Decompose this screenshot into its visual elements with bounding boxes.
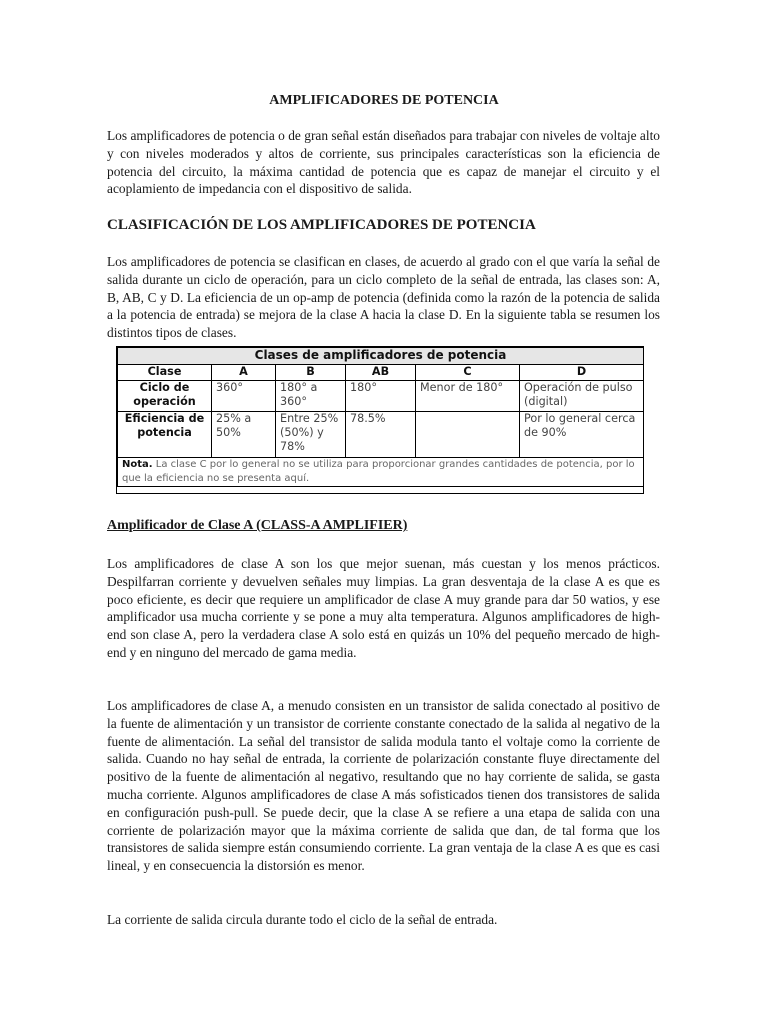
table-header-cell: B xyxy=(276,365,346,381)
table-cell: Entre 25% (50%) y 78% xyxy=(276,412,346,458)
classification-heading: CLASIFICACIÓN DE LOS AMPLIFICADORES DE POTENCIA xyxy=(107,217,536,233)
table-cell: Operación de pulso (digital) xyxy=(520,381,644,412)
class-a-paragraph-2: Los amplificadores de clase A, a menudo consisten en un transistor de salida conectado al positivo de la fuente de alimentación y un transistor de corriente constante conectado de la salida al negativo de la fuente de alimentación. La señal del transistor de salida modula tanto el voltaje como la corriente de salida. Cuando no hay señal de entrada, la corriente de polarización constante fluye directamente del positivo de la fuente de alimentación al negativo, resultando que no hay corriente de salida, se gasta mucha corriente. Algunos amplificadores de clase A más sofisticados tienen dos transistores de salida en configuración push-pull. Se puede decir, que la clase A se refiere a una etapa de salida con una corriente de polarización mayor que la máxima corriente de salida que dan, de tal forma que los transistores de salida siempre están consumiendo corriente. La gran ventaja de la clase A es que es casi lineal, y en consecuencia la distorsión es menor. xyxy=(107,698,660,874)
table-header-cell: AB xyxy=(346,365,416,381)
table-cell xyxy=(416,412,520,458)
row-label: Ciclo de operación xyxy=(118,381,212,412)
table-header-cell: A xyxy=(212,365,276,381)
class-a-paragraph-1: Los amplificadores de clase A son los que mejor suenan, más cuestan y los menos prácticos. Despilfarran corriente y devuelven señales muy limpias. La gran desventaja de la clase A es que es poco eficiente, es decir que requiere un amplificador de clase A muy grande para dar 50 watios, y ese amplificador usa mucha corriente y se pone a muy alta temperatura. Algunos amplificadores de high-end son clase A, pero la verdadera clase A solo está en quizás un 10% del pequeño mercado de high-end y en ninguno del mercado de gama media. xyxy=(107,556,660,660)
table-header-cell: Clase xyxy=(118,365,212,381)
class-a-paragraph-3: La corriente de salida circula durante todo el ciclo de la señal de entrada. xyxy=(107,912,498,927)
table-row xyxy=(118,412,644,458)
table-cell: Por lo general cerca de 90% xyxy=(520,412,644,458)
class-a-heading: Amplificador de Clase A (CLASS-A AMPLIFIER) xyxy=(107,518,408,533)
table-cell: 360° xyxy=(212,381,276,412)
table-cell: 180° xyxy=(346,381,416,412)
table-header-row xyxy=(118,365,644,381)
note-text: La clase C por lo general no se utiliza para proporcionar grandes cantidades de potencia, por lo que la eficiencia no se presenta aquí. xyxy=(122,459,635,484)
row-label: Eficiencia de potencia xyxy=(118,412,212,458)
document-title: AMPLIFICADORES DE POTENCIA xyxy=(269,93,499,108)
table-header-cell: D xyxy=(520,365,644,381)
amplifier-classes-table xyxy=(116,346,644,494)
table-row xyxy=(118,381,644,412)
note-label: Nota. xyxy=(122,459,153,470)
table-note xyxy=(118,458,644,487)
intro-paragraph: Los amplificadores de potencia o de gran señal están diseñados para trabajar con niveles de voltaje alto y con niveles moderados y altos de corriente, sus principales características son la eficiencia de potencia del circuito, la máxima cantidad de potencia que es capaz de manejar el circuito y el acoplamiento de impedancia con el dispositivo de salida. xyxy=(107,128,660,197)
table-cell: 78.5% xyxy=(346,412,416,458)
table-caption: Clases de amplificadores de potencia xyxy=(118,348,644,365)
classification-paragraph: Los amplificadores de potencia se clasifican en clases, de acuerdo al grado con el que varía la señal de salida durante un ciclo de operación, para un ciclo completo de la señal de entrada, las clases son: A, B, AB, C y D. La eficiencia de un op-amp de potencia (definida como la razón de la potencia de salida a la potencia de entrada) se mejora de la clase A hacia la clase D. En la siguiente tabla se resumen los distintos tipos de clases. xyxy=(107,254,660,341)
table-cell: 25% a 50% xyxy=(212,412,276,458)
table-cell: 180° a 360° xyxy=(276,381,346,412)
table-header-cell: C xyxy=(416,365,520,381)
table-cell: Menor de 180° xyxy=(416,381,520,412)
